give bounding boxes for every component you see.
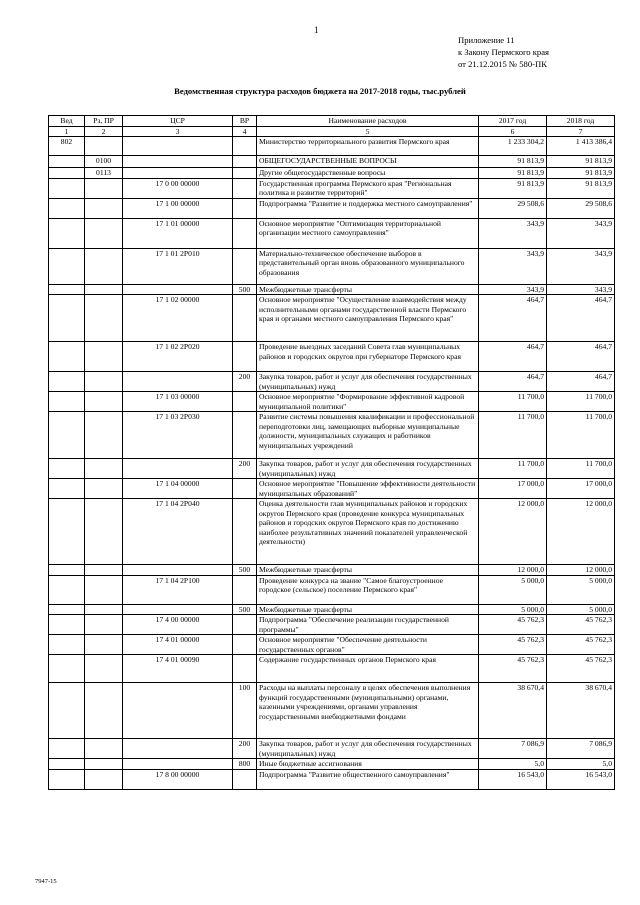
cell-name: Закупка товаров, работ и услуг для обеспечения государственных (муниципальных) нужд xyxy=(257,459,479,479)
cell-csr: 17 1 03 00000 xyxy=(123,392,233,412)
cell-name: Материально-техническое обеспечение выборов в представительный орган вновь образованного муниципального образования xyxy=(257,248,479,284)
cell-2017: 29 508,6 xyxy=(479,198,547,218)
table-row xyxy=(49,284,615,295)
cell-2017: 12 000,0 xyxy=(479,499,547,565)
cell-ved xyxy=(49,218,85,248)
cell-rz-pr xyxy=(85,342,123,372)
cell-2017: 45 762,3 xyxy=(479,635,547,655)
cell-2018: 1 413 386,4 xyxy=(547,137,615,156)
cell-2017: 5 000,0 xyxy=(479,604,547,615)
cell-csr: 17 4 01 00000 xyxy=(123,635,233,655)
header-2018: 2018 год xyxy=(547,116,615,127)
cell-ved xyxy=(49,156,85,168)
header-vr: ВР xyxy=(233,116,257,127)
cell-vr xyxy=(233,248,257,284)
cell-ved xyxy=(49,178,85,198)
cell-name: Основное мероприятие "Формирование эффективной кадровой муниципальной политики" xyxy=(257,392,479,412)
table-colnum-row xyxy=(49,126,615,137)
cell-ved xyxy=(49,499,85,565)
cell-name: ОБЩЕГОСУДАРСТВЕННЫЕ ВОПРОСЫ xyxy=(257,156,479,168)
cell-name: Проведение конкурса на звание "Самое благоустроенное городское (сельское) поселение Пермского края" xyxy=(257,575,479,604)
cell-csr: 17 8 00 00000 xyxy=(123,769,233,789)
cell-2018: 29 508,6 xyxy=(547,198,615,218)
cell-vr xyxy=(233,575,257,604)
table-row xyxy=(49,615,615,635)
cell-ved xyxy=(49,739,85,759)
cell-csr xyxy=(123,168,233,179)
cell-rz-pr xyxy=(85,198,123,218)
appendix-line-2: к Закону Пермского края xyxy=(458,47,549,57)
cell-vr xyxy=(233,218,257,248)
table-row xyxy=(49,683,615,739)
cell-name: Иные бюджетные ассигнования xyxy=(257,759,479,770)
cell-2017: 91 813,9 xyxy=(479,168,547,179)
cell-vr: 200 xyxy=(233,459,257,479)
cell-2017: 11 700,0 xyxy=(479,412,547,459)
table-row xyxy=(49,218,615,248)
cell-2017: 1 233 304,2 xyxy=(479,137,547,156)
cell-csr xyxy=(123,156,233,168)
cell-2017: 7 086,9 xyxy=(479,739,547,759)
cell-2017: 16 543,0 xyxy=(479,769,547,789)
cell-rz-pr xyxy=(85,218,123,248)
cell-2017: 343,9 xyxy=(479,218,547,248)
cell-csr: 17 4 00 00000 xyxy=(123,615,233,635)
cell-2017: 45 762,3 xyxy=(479,655,547,683)
cell-vr xyxy=(233,198,257,218)
cell-name: Развитие системы повышения квалификации и профессиональной переподготовки лиц, замещающих выборные муниципальные должности, муниципальных служащих и работников муниципальных учреждений xyxy=(257,412,479,459)
cell-rz-pr xyxy=(85,392,123,412)
cell-ved xyxy=(49,168,85,179)
header-2017: 2017 год xyxy=(479,116,547,127)
cell-csr: 17 1 03 2Р030 xyxy=(123,412,233,459)
table-row xyxy=(49,248,615,284)
cell-ved xyxy=(49,769,85,789)
cell-rz-pr xyxy=(85,565,123,576)
cell-name: Расходы на выплаты персоналу в целях обеспечения выполнения функций государственными (муниципальными) органами, казенными учреждениями, органами управления государственными внебюджетными фондами xyxy=(257,683,479,739)
cell-name: Подпрограмма "Развитие и поддержка местного самоуправления" xyxy=(257,198,479,218)
cell-ved xyxy=(49,412,85,459)
cell-vr xyxy=(233,769,257,789)
cell-vr xyxy=(233,295,257,342)
cell-2017: 464,7 xyxy=(479,342,547,372)
table-row xyxy=(49,372,615,392)
cell-2017: 343,9 xyxy=(479,284,547,295)
cell-vr xyxy=(233,178,257,198)
cell-2018: 11 700,0 xyxy=(547,459,615,479)
cell-csr: 17 1 04 00000 xyxy=(123,479,233,499)
cell-name: Подпрограмма "Обеспечение реализации государственной программы" xyxy=(257,615,479,635)
table-row xyxy=(49,459,615,479)
table-row xyxy=(49,655,615,683)
cell-2018: 12 000,0 xyxy=(547,499,615,565)
cell-rz-pr xyxy=(85,248,123,284)
cell-name: Закупка товаров, работ и услуг для обеспечения государственных (муниципальных) нужд xyxy=(257,739,479,759)
cell-rz-pr xyxy=(85,479,123,499)
cell-csr xyxy=(123,604,233,615)
cell-csr xyxy=(123,683,233,739)
cell-2017: 17 000,0 xyxy=(479,479,547,499)
cell-rz-pr: 0100 xyxy=(85,156,123,168)
cell-rz-pr xyxy=(85,739,123,759)
table-row xyxy=(49,156,615,168)
header-rz-pr: Рз, ПР xyxy=(85,116,123,127)
cell-csr xyxy=(123,459,233,479)
cell-rz-pr xyxy=(85,615,123,635)
cell-vr xyxy=(233,156,257,168)
cell-2018: 91 813,9 xyxy=(547,178,615,198)
cell-ved xyxy=(49,198,85,218)
cell-rz-pr xyxy=(85,459,123,479)
cell-rz-pr xyxy=(85,655,123,683)
cell-csr xyxy=(123,759,233,770)
cell-ved xyxy=(49,575,85,604)
cell-rz-pr xyxy=(85,499,123,565)
cell-ved xyxy=(49,342,85,372)
cell-rz-pr xyxy=(85,604,123,615)
cell-ved xyxy=(49,295,85,342)
header-name: Наименование расходов xyxy=(257,116,479,127)
cell-rz-pr xyxy=(85,635,123,655)
cell-name: Другие общегосударственные вопросы xyxy=(257,168,479,179)
cell-name: Государственная программа Пермского края "Региональная политика и развитие территорий" xyxy=(257,178,479,198)
cell-2017: 45 762,3 xyxy=(479,615,547,635)
cell-vr: 500 xyxy=(233,565,257,576)
cell-ved: 802 xyxy=(49,137,85,156)
cell-2018: 343,9 xyxy=(547,248,615,284)
cell-2018: 45 762,3 xyxy=(547,655,615,683)
cell-vr xyxy=(233,392,257,412)
budget-table xyxy=(48,115,615,790)
cell-vr: 500 xyxy=(233,604,257,615)
cell-2018: 45 762,3 xyxy=(547,635,615,655)
cell-2018: 11 700,0 xyxy=(547,392,615,412)
cell-ved xyxy=(49,459,85,479)
cell-2017: 12 000,0 xyxy=(479,565,547,576)
cell-ved xyxy=(49,392,85,412)
cell-vr xyxy=(233,137,257,156)
cell-vr: 100 xyxy=(233,683,257,739)
table-row xyxy=(49,392,615,412)
cell-ved xyxy=(49,248,85,284)
cell-name: Подпрограмма "Развитие общественного самоуправления" xyxy=(257,769,479,789)
cell-vr: 800 xyxy=(233,759,257,770)
table-row xyxy=(49,479,615,499)
table-row xyxy=(49,759,615,770)
table-row xyxy=(49,342,615,372)
table-row xyxy=(49,769,615,789)
cell-vr: 500 xyxy=(233,284,257,295)
cell-vr xyxy=(233,168,257,179)
cell-vr xyxy=(233,655,257,683)
cell-csr xyxy=(123,565,233,576)
cell-ved xyxy=(49,479,85,499)
cell-2017: 11 700,0 xyxy=(479,392,547,412)
cell-2018: 343,9 xyxy=(547,284,615,295)
cell-rz-pr xyxy=(85,683,123,739)
colnum-1: 1 xyxy=(49,126,85,137)
colnum-3: 3 xyxy=(123,126,233,137)
cell-name: Межбюджетные трансферты xyxy=(257,604,479,615)
cell-vr xyxy=(233,615,257,635)
cell-rz-pr xyxy=(85,769,123,789)
cell-name: Проведение выездных заседаний Совета глав муниципальных районов и городских округов при губернаторе Пермского края xyxy=(257,342,479,372)
cell-rz-pr xyxy=(85,372,123,392)
cell-2018: 343,9 xyxy=(547,218,615,248)
cell-name: Оценка деятельности глав муниципальных районов и городских округов Пермского края (проведение конкурса муниципальных районов и городских округов Пермского края по достижению наиболее результативных значений показателей управленческой деятельности) xyxy=(257,499,479,565)
table-body xyxy=(49,137,615,790)
cell-2017: 5 000,0 xyxy=(479,575,547,604)
cell-name: Содержание государственных органов Пермского края xyxy=(257,655,479,683)
cell-ved xyxy=(49,759,85,770)
table-row xyxy=(49,198,615,218)
cell-2018: 5 000,0 xyxy=(547,604,615,615)
cell-csr xyxy=(123,372,233,392)
cell-csr xyxy=(123,739,233,759)
cell-ved xyxy=(49,655,85,683)
footer-code: 7947-15 xyxy=(35,878,57,885)
cell-ved xyxy=(49,284,85,295)
cell-2018: 464,7 xyxy=(547,342,615,372)
table-row xyxy=(49,499,615,565)
cell-2018: 17 000,0 xyxy=(547,479,615,499)
table-row xyxy=(49,137,615,156)
cell-name: Основное мероприятие "Осуществление взаимодействия между исполнительными органами государственной власти Пермского края и органами местного самоуправления Пермского края" xyxy=(257,295,479,342)
cell-name: Основное мероприятие "Оптимизация территориальной организации местного самоуправления" xyxy=(257,218,479,248)
cell-name: Межбюджетные трансферты xyxy=(257,565,479,576)
header-ved: Вед xyxy=(49,116,85,127)
cell-vr xyxy=(233,635,257,655)
cell-2017: 91 813,9 xyxy=(479,156,547,168)
cell-csr: 17 4 01 00090 xyxy=(123,655,233,683)
cell-2017: 464,7 xyxy=(479,372,547,392)
cell-name: Министерство территориального развития Пермского края xyxy=(257,137,479,156)
cell-2018: 91 813,9 xyxy=(547,156,615,168)
appendix-line-1: Приложение 11 xyxy=(458,35,515,45)
table-row xyxy=(49,739,615,759)
cell-csr: 17 1 00 00000 xyxy=(123,198,233,218)
cell-name: Основное мероприятие "Повышение эффективности деятельности муниципальных образований" xyxy=(257,479,479,499)
cell-csr: 17 1 02 00000 xyxy=(123,295,233,342)
cell-2017: 343,9 xyxy=(479,248,547,284)
colnum-5: 5 xyxy=(257,126,479,137)
cell-2018: 38 670,4 xyxy=(547,683,615,739)
cell-2018: 7 086,9 xyxy=(547,739,615,759)
cell-rz-pr xyxy=(85,575,123,604)
cell-2017: 5,0 xyxy=(479,759,547,770)
cell-ved xyxy=(49,615,85,635)
cell-csr xyxy=(123,284,233,295)
table-row xyxy=(49,575,615,604)
cell-2018: 464,7 xyxy=(547,372,615,392)
appendix-block xyxy=(458,34,549,70)
cell-vr xyxy=(233,412,257,459)
document-title: Ведомственная структура расходов бюджета на 2017-2018 годы, тыс.рублей xyxy=(174,86,466,96)
cell-vr xyxy=(233,479,257,499)
table-row xyxy=(49,178,615,198)
cell-2017: 91 813,9 xyxy=(479,178,547,198)
colnum-6: 6 xyxy=(479,126,547,137)
cell-2018: 45 762,3 xyxy=(547,615,615,635)
cell-ved xyxy=(49,372,85,392)
table-row xyxy=(49,604,615,615)
cell-csr: 17 0 00 00000 xyxy=(123,178,233,198)
cell-rz-pr: 0113 xyxy=(85,168,123,179)
table-row xyxy=(49,412,615,459)
cell-2018: 5 000,0 xyxy=(547,575,615,604)
cell-ved xyxy=(49,565,85,576)
colnum-2: 2 xyxy=(85,126,123,137)
cell-rz-pr xyxy=(85,284,123,295)
cell-2018: 91 813,9 xyxy=(547,168,615,179)
cell-csr: 17 1 04 2Р100 xyxy=(123,575,233,604)
cell-rz-pr xyxy=(85,178,123,198)
cell-2018: 5,0 xyxy=(547,759,615,770)
cell-csr xyxy=(123,137,233,156)
cell-vr: 200 xyxy=(233,372,257,392)
table-row xyxy=(49,295,615,342)
cell-csr: 17 1 02 2Р020 xyxy=(123,342,233,372)
cell-rz-pr xyxy=(85,295,123,342)
cell-csr: 17 1 01 00000 xyxy=(123,218,233,248)
colnum-4: 4 xyxy=(233,126,257,137)
cell-rz-pr xyxy=(85,412,123,459)
table-row xyxy=(49,635,615,655)
cell-2018: 464,7 xyxy=(547,295,615,342)
appendix-line-3: от 21.12.2015 № 580-ПК xyxy=(458,59,547,69)
cell-name: Закупка товаров, работ и услуг для обеспечения государственных (муниципальных) нужд xyxy=(257,372,479,392)
cell-2017: 464,7 xyxy=(479,295,547,342)
table-row xyxy=(49,168,615,179)
cell-rz-pr xyxy=(85,759,123,770)
cell-vr xyxy=(233,342,257,372)
cell-rz-pr xyxy=(85,137,123,156)
cell-ved xyxy=(49,604,85,615)
cell-vr xyxy=(233,499,257,565)
cell-2018: 11 700,0 xyxy=(547,412,615,459)
cell-vr: 200 xyxy=(233,739,257,759)
cell-csr: 17 1 01 2Р010 xyxy=(123,248,233,284)
header-csr: ЦСР xyxy=(123,116,233,127)
cell-name: Межбюджетные трансферты xyxy=(257,284,479,295)
cell-2018: 12 000,0 xyxy=(547,565,615,576)
cell-2018: 16 543,0 xyxy=(547,769,615,789)
cell-name: Основное мероприятие "Обеспечение деятельности государственных органов" xyxy=(257,635,479,655)
table-row xyxy=(49,565,615,576)
cell-ved xyxy=(49,635,85,655)
colnum-7: 7 xyxy=(547,126,615,137)
page-number: 1 xyxy=(314,25,319,35)
cell-csr: 17 1 04 2Р040 xyxy=(123,499,233,565)
cell-ved xyxy=(49,683,85,739)
cell-2017: 11 700,0 xyxy=(479,459,547,479)
table-header-row xyxy=(49,116,615,127)
cell-2017: 38 670,4 xyxy=(479,683,547,739)
